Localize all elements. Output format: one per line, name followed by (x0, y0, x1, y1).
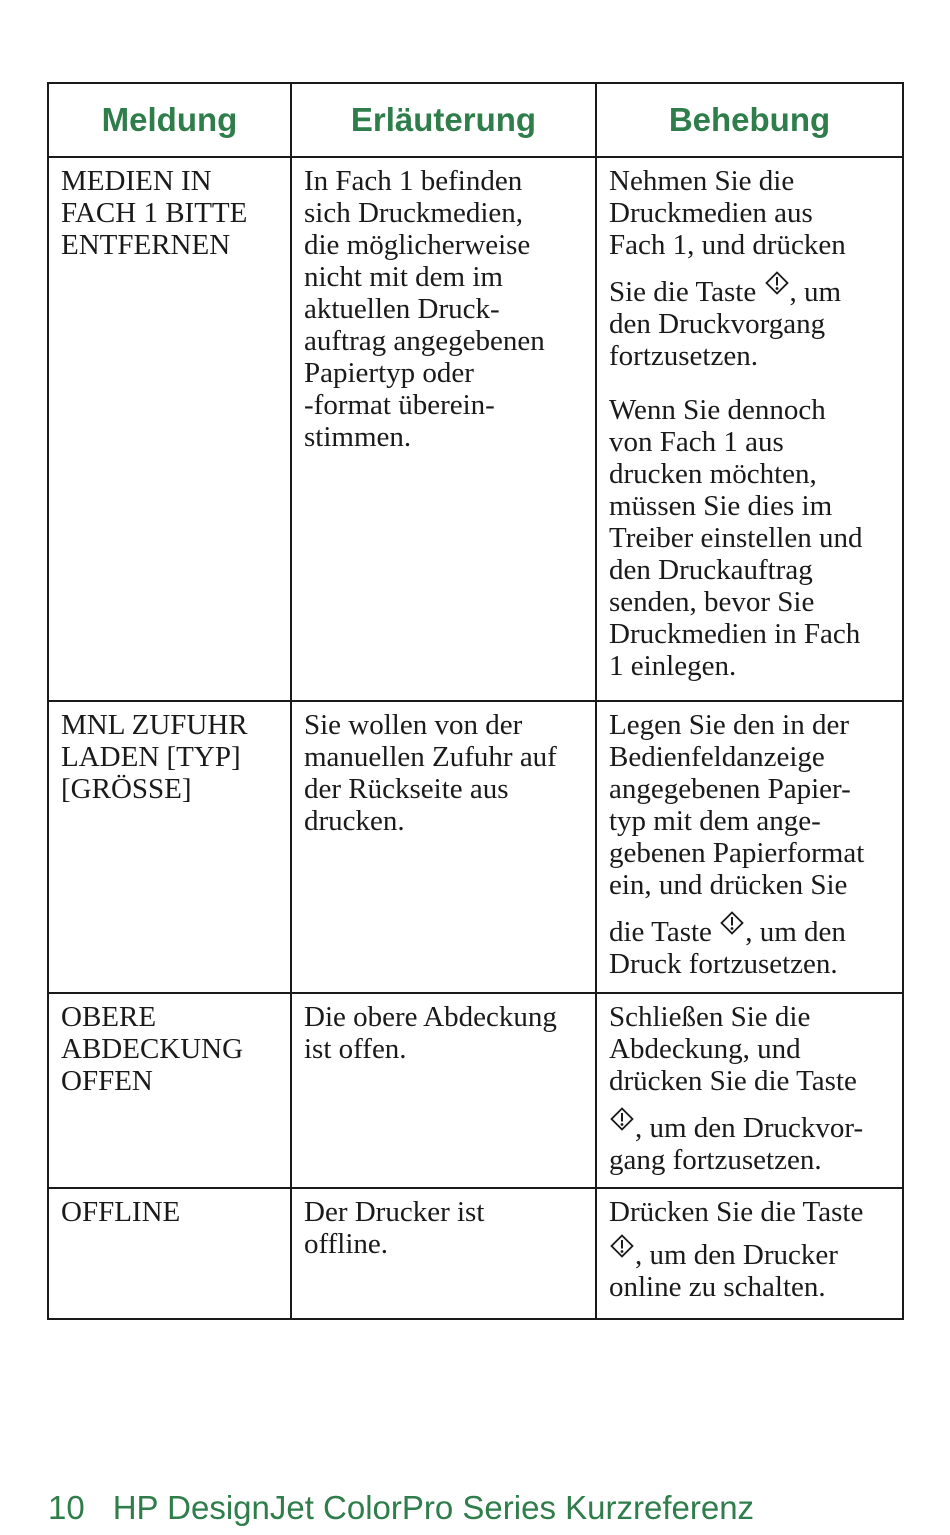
fix-line-with-key (609, 911, 894, 948)
fix-line: den Druckauftrag (609, 554, 813, 586)
explanation-cell (291, 157, 596, 701)
fix-line: senden, bevor Sie (609, 586, 815, 618)
message-line: ABDECKUNG (61, 1033, 244, 1065)
fix-line: Schließen Sie die (609, 1001, 811, 1033)
fix-line: Nehmen Sie die (609, 165, 795, 197)
fix-cell (596, 1188, 903, 1319)
explanation-line: sich Druckmedien, (304, 197, 524, 229)
fix-line: online zu schalten. (609, 1271, 826, 1303)
explanation-line: nicht mit dem im (304, 261, 503, 293)
fix-line: Fach 1, und drücken (609, 229, 846, 261)
explanation-line: drucken. (304, 805, 405, 837)
table-row (48, 157, 903, 701)
explanation-cell (291, 993, 596, 1188)
fix-line: Druck fortzusetzen. (609, 948, 838, 980)
header-meldung: Meldung (48, 83, 291, 157)
fix-cell (596, 993, 903, 1188)
message-line: [GRÖSSE] (61, 773, 192, 805)
message-cell (48, 993, 291, 1188)
fix-key-after: , um den (745, 916, 846, 948)
page-number: 10 (48, 1489, 85, 1526)
explanation-line: Die obere Abdeckung (304, 1001, 557, 1033)
go-key-icon (610, 1107, 634, 1131)
fix-line: angegebenen Papier- (609, 773, 851, 805)
footer-title: HP DesignJet ColorPro Series Kurzreferenz (112, 1489, 755, 1526)
fix-line: Wenn Sie dennoch (609, 394, 826, 426)
explanation-cell (291, 701, 596, 993)
explanation-line: In Fach 1 befinden (304, 165, 523, 197)
explanation-line: ist offen. (304, 1033, 407, 1065)
explanation-line: Sie wollen von der (304, 709, 523, 741)
fix-line: Drücken Sie die Taste (609, 1196, 864, 1228)
explanation-line: Der Drucker ist (304, 1196, 485, 1228)
fix-line: Abdeckung, und (609, 1033, 801, 1065)
message-line: OBERE (61, 1001, 157, 1033)
message-table (47, 82, 904, 1320)
message-line: FACH 1 BITTE (61, 197, 248, 229)
message-line: OFFEN (61, 1065, 153, 1097)
message-cell (48, 701, 291, 993)
fix-line: 1 einlegen. (609, 650, 737, 682)
fix-key-before: die Taste (609, 916, 720, 948)
fix-line: Bedienfeldanzeige (609, 741, 825, 773)
fix-line: ein, und drücken Sie (609, 869, 848, 901)
fix-line: typ mit dem ange- (609, 805, 821, 837)
explanation-line: -format überein- (304, 389, 495, 421)
message-line: MEDIEN IN (61, 165, 212, 197)
fix-line: drucken möchten, (609, 458, 817, 490)
fix-line: müssen Sie dies im (609, 490, 833, 522)
message-line: OFFLINE (61, 1196, 181, 1228)
go-key-icon (720, 911, 744, 935)
message-cell (48, 157, 291, 701)
go-key-icon (765, 271, 789, 295)
fix-line-with-key (609, 1234, 894, 1271)
go-key-icon (610, 1234, 634, 1258)
fix-line: Druckmedien aus (609, 197, 813, 229)
explanation-line: offline. (304, 1228, 389, 1260)
explanation-line: der Rückseite aus (304, 773, 509, 805)
fix-line: Treiber einstellen und (609, 522, 863, 554)
header-erlaeuterung: Erläuterung (291, 83, 596, 157)
message-cell (48, 1188, 291, 1319)
message-line: LADEN [TYP] (61, 741, 241, 773)
explanation-line: die möglicherweise (304, 229, 531, 261)
header-behebung: Behebung (596, 83, 903, 157)
fix-key-before: Sie die Taste (609, 276, 764, 308)
fix-line: gebenen Papierformat (609, 837, 865, 869)
fix-paragraph (609, 394, 894, 682)
explanation-cell (291, 1188, 596, 1319)
table-row (48, 1188, 903, 1319)
fix-key-after: , um (789, 276, 842, 308)
fix-paragraph (609, 165, 894, 372)
fix-key-after: , um den Drucker (635, 1239, 838, 1271)
message-line: MNL ZUFUHR (61, 709, 248, 741)
fix-line: Druckmedien in Fach (609, 618, 861, 650)
fix-cell (596, 157, 903, 701)
explanation-line: stimmen. (304, 421, 412, 453)
fix-line: gang fortzusetzen. (609, 1144, 822, 1176)
explanation-line: Papiertyp oder (304, 357, 474, 389)
fix-line: von Fach 1 aus (609, 426, 784, 458)
fix-line-with-key (609, 271, 894, 308)
fix-line: fortzusetzen. (609, 340, 758, 372)
fix-line: Legen Sie den in der (609, 709, 849, 741)
fix-line: den Druckvorgang (609, 308, 826, 340)
explanation-line: auftrag angegebenen (304, 325, 545, 357)
fix-line-with-key (609, 1107, 894, 1144)
message-line: ENTFERNEN (61, 229, 231, 261)
fix-cell (596, 701, 903, 993)
fix-line: drücken Sie die Taste (609, 1065, 857, 1097)
explanation-line: manuellen Zufuhr auf (304, 741, 557, 773)
table-row (48, 701, 903, 993)
page-footer (48, 1489, 754, 1527)
table-row (48, 993, 903, 1188)
table-header-row (48, 83, 903, 157)
fix-key-after: , um den Druckvor- (635, 1112, 864, 1144)
explanation-line: aktuellen Druck- (304, 293, 500, 325)
